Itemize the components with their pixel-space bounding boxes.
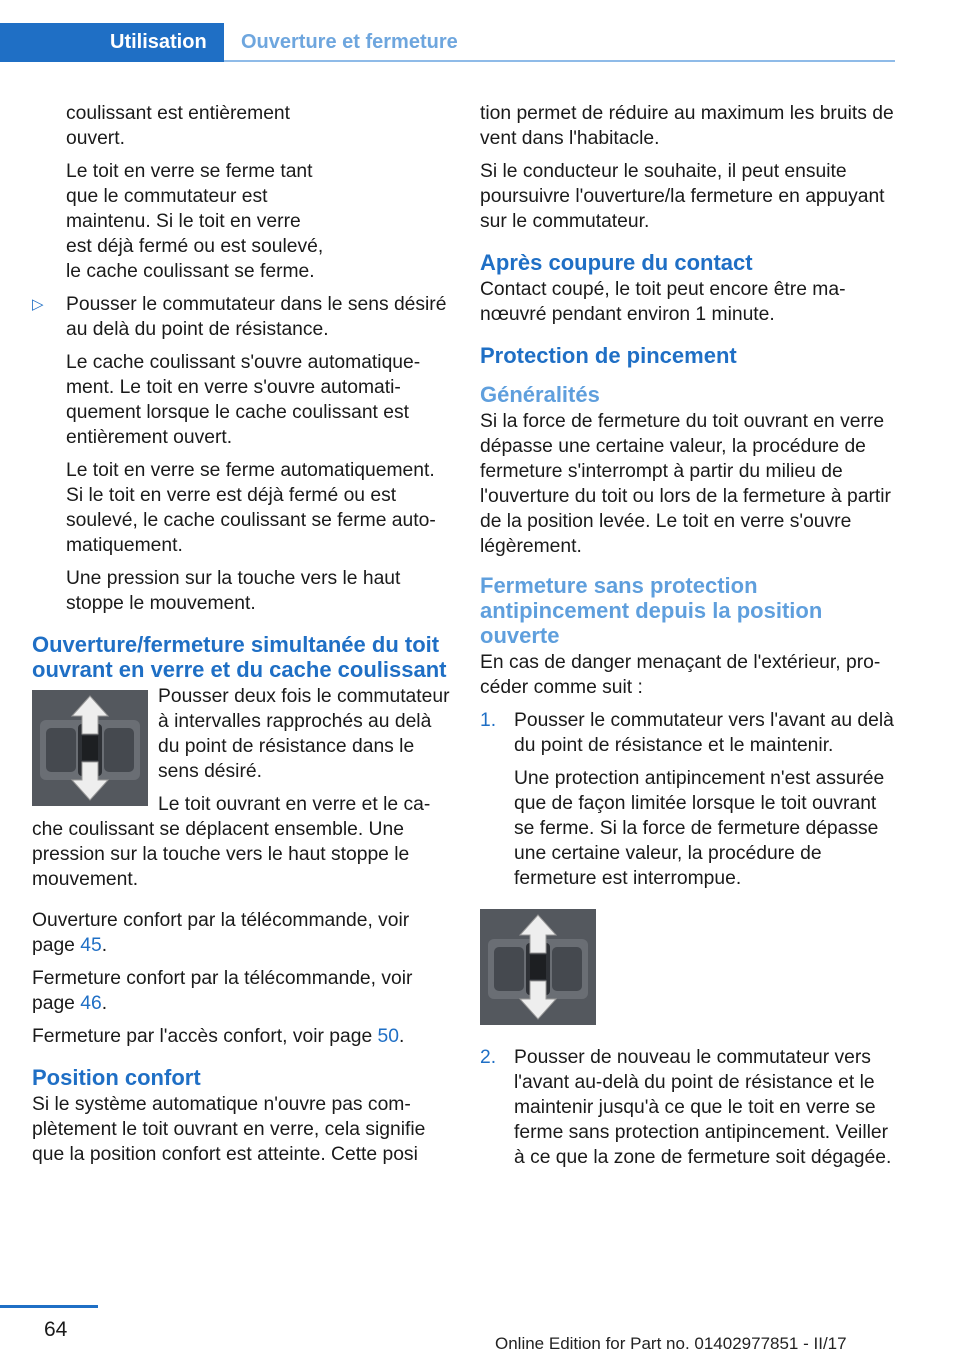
bullet-arrow-icon: ▷ xyxy=(32,296,44,313)
cross-reference xyxy=(32,1024,452,1049)
paragraph: Une protection antipincement n'est assurée que de façon limitée lorsque le toit ouvrant se ferme. Si la force de fermeture dépasse une certaine valeur, la procédure de fermeture est interrompue. xyxy=(514,768,885,889)
left-column xyxy=(32,101,452,1175)
page-header xyxy=(0,0,960,64)
paragraph: Le toit en verre se ferme tant que le commutateur est maintenu. Si le toit en verre est déjà fermé ou est soulevé, le cache coulissant se ferme. xyxy=(66,161,324,282)
section-heading: Après coupure du contact xyxy=(480,250,753,275)
punctuation: . xyxy=(399,1026,405,1047)
paragraph: Une pression sur la touche vers le haut stoppe le mouvement. xyxy=(66,568,401,614)
switch-illustration xyxy=(480,909,596,1025)
switch-illustration xyxy=(32,690,148,806)
paragraph: Pousser de nouveau le commutateur vers l'avant au-delà du point de résistance et le maintenir jusqu'à ce que le toit en verre se ferme sans protection antipincement. Veiller à ce que la zone de fermeture soit dégagée. xyxy=(514,1047,892,1168)
list-item xyxy=(480,1045,900,1170)
paragraph: coulissant est entièrement ouvert. xyxy=(66,103,290,149)
section-heading: Protection de pincement xyxy=(480,343,737,368)
subsection-heading: Fermeture sans protection antipincement depuis la position ouverte xyxy=(480,573,823,648)
cross-reference xyxy=(32,908,452,958)
paragraph: En cas de danger menaçant de l'extérieur, procéder comme suit : xyxy=(480,652,881,698)
section-heading: Ouverture/fermeture simultanée du toit ouvrant en verre et du cache coulissant xyxy=(32,632,447,682)
reference-text: Ouverture confort par la télécommande, voir page xyxy=(32,910,410,956)
paragraph: tion permet de réduire au maximum les bruits de vent dans l'habitacle. xyxy=(480,103,894,149)
paragraph: Si le système automatique n'ouvre pas complètement le toit ouvrant en verre, cela signifie que la position confort est atteinte. Cette posi xyxy=(32,1094,426,1165)
header-divider xyxy=(224,60,895,62)
paragraph: Le cache coulissant s'ouvre automatiquement. Le toit en verre s'ouvre automatiquement lorsque le cache coulissant est entièrement ouvert. xyxy=(66,352,421,448)
edition-note: Online Edition for Part no. 01402977851 - II/17 xyxy=(495,1334,847,1353)
reference-text: Fermeture par l'accès confort, voir page xyxy=(32,1026,378,1047)
paragraph: Pousser deux fois le commutateur à intervalles rapprochés au delà du point de résistance dans le sens désiré. xyxy=(158,686,450,782)
step-number: 2. xyxy=(480,1047,497,1068)
page-number: 64 xyxy=(44,1318,68,1341)
footer-divider xyxy=(0,1305,98,1308)
paragraph: Si le conducteur le souhaite, il peut ensuite poursuivre l'ouverture/la fermeture en appuyant sur le commutateur. xyxy=(480,161,885,232)
chapter-tab[interactable]: Ouverture et fermeture xyxy=(241,31,458,53)
punctuation: . xyxy=(101,935,108,956)
paragraph: Pousser le commutateur vers l'avant au delà du point de résistance et le maintenir. xyxy=(514,710,894,756)
section-tab[interactable]: Utilisation xyxy=(0,23,224,62)
page-link[interactable]: 45 xyxy=(80,935,102,956)
paragraph: Si la force de fermeture du toit ouvrant en verre dépasse une certaine valeur, la procédure de fermeture s'interrompt à partir du milieu de l'ouverture du toit ou lors de la fermeture à partir de la position levée. Le toit en verre s'ouvre légèrement. xyxy=(480,411,891,557)
list-item xyxy=(480,708,900,891)
right-column xyxy=(480,101,900,1178)
list-item xyxy=(32,292,452,616)
cross-reference xyxy=(32,966,452,1016)
reference-text: Fermeture confort par la télécommande, voir page xyxy=(32,968,413,1014)
punctuation: . xyxy=(101,993,108,1014)
paragraph: Contact coupé, le toit peut encore être manœuvré pendant environ 1 minute. xyxy=(480,279,846,325)
page-link[interactable]: 46 xyxy=(80,993,102,1014)
paragraph: Le toit ouvrant en verre et le cache coulissant se déplacent ensemble. Une pression sur la touche vers le haut stoppe le mouvement. xyxy=(32,794,431,890)
page-link[interactable]: 50 xyxy=(377,1026,399,1047)
paragraph: Pousser le commutateur dans le sens désiré au delà du point de résistance. xyxy=(66,294,447,340)
step-number: 1. xyxy=(480,710,497,731)
paragraph: Le toit en verre se ferme automatiquement. Si le toit en verre est déjà fermé ou est soulevé, le cache coulissant se ferme automatiquement. xyxy=(66,460,436,556)
section-heading: Position confort xyxy=(32,1065,201,1090)
subsection-heading: Généralités xyxy=(480,382,600,407)
